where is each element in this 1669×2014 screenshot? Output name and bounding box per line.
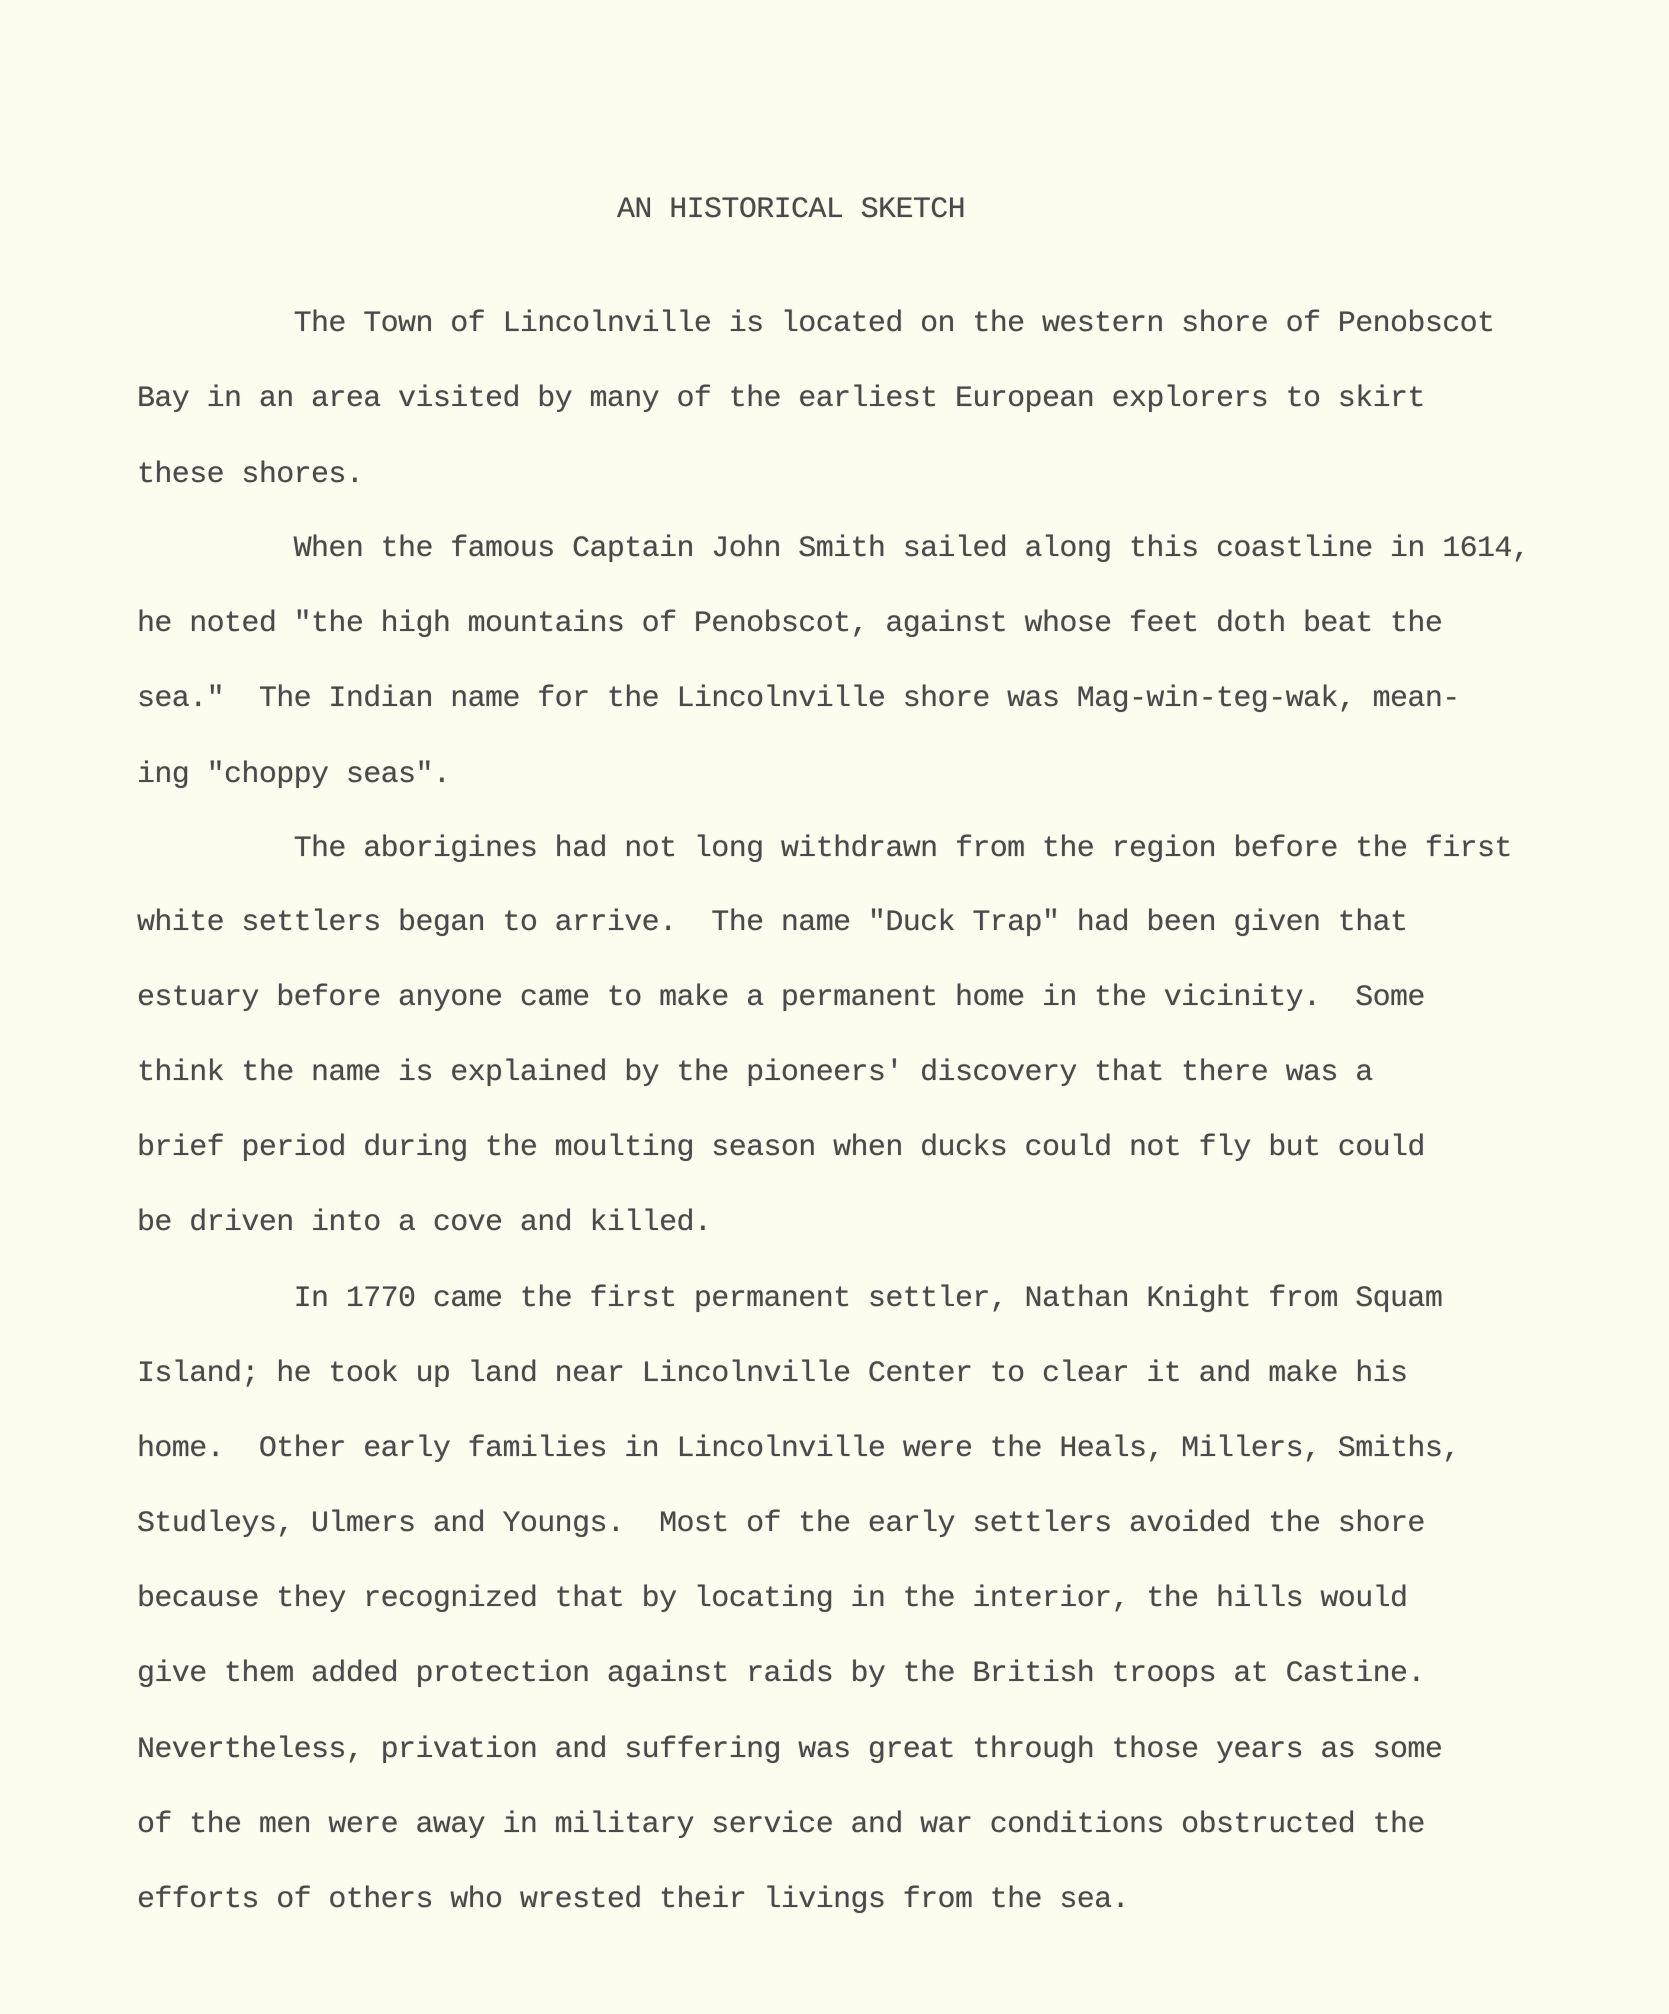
text-line: these shores.	[137, 458, 364, 492]
text-line: because they recognized that by locating in the interior, the hills would	[137, 1582, 1408, 1616]
text-line: be driven into a cove and killed.	[137, 1206, 712, 1240]
text-line: of the men were away in military service and war conditions obstructed the	[137, 1808, 1425, 1842]
text-line: The aborigines had not long withdrawn from the region before the first	[137, 832, 1512, 866]
text-line: Nevertheless, privation and suffering was great through those years as some	[137, 1733, 1443, 1767]
text-line: home. Other early families in Lincolnville were the Heals, Millers, Smiths,	[137, 1432, 1460, 1466]
text-line: Island; he took up land near Lincolnville Center to clear it and make his	[137, 1357, 1408, 1391]
text-line: The Town of Lincolnville is located on the western shore of Penobscot	[137, 307, 1495, 341]
text-line: sea." The Indian name for the Lincolnville shore was Mag-win-teg-wak, mean-	[137, 682, 1460, 716]
text-line: white settlers began to arrive. The name "Duck Trap" had been given that	[137, 906, 1408, 940]
text-line: Bay in an area visited by many of the earliest European explorers to skirt	[137, 382, 1425, 416]
text-line: give them added protection against raids by the British troops at Castine.	[137, 1657, 1425, 1691]
text-line: brief period during the moulting season when ducks could not fly but could	[137, 1131, 1425, 1165]
text-line: estuary before anyone came to make a permanent home in the vicinity. Some	[137, 981, 1425, 1015]
text-line: he noted "the high mountains of Penobscot, against whose feet doth beat the	[137, 607, 1443, 641]
text-line: ing "choppy seas".	[137, 758, 451, 792]
text-line: When the famous Captain John Smith sailed along this coastline in 1614,	[137, 532, 1530, 566]
text-line: efforts of others who wrested their livings from the sea.	[137, 1883, 1129, 1917]
document-title: AN HISTORICAL SKETCH	[617, 193, 966, 227]
text-line: Studleys, Ulmers and Youngs. Most of the early settlers avoided the shore	[137, 1507, 1425, 1541]
text-line: In 1770 came the first permanent settler, Nathan Knight from Squam	[137, 1282, 1443, 1316]
text-line: think the name is explained by the pioneers' discovery that there was a	[137, 1056, 1373, 1090]
